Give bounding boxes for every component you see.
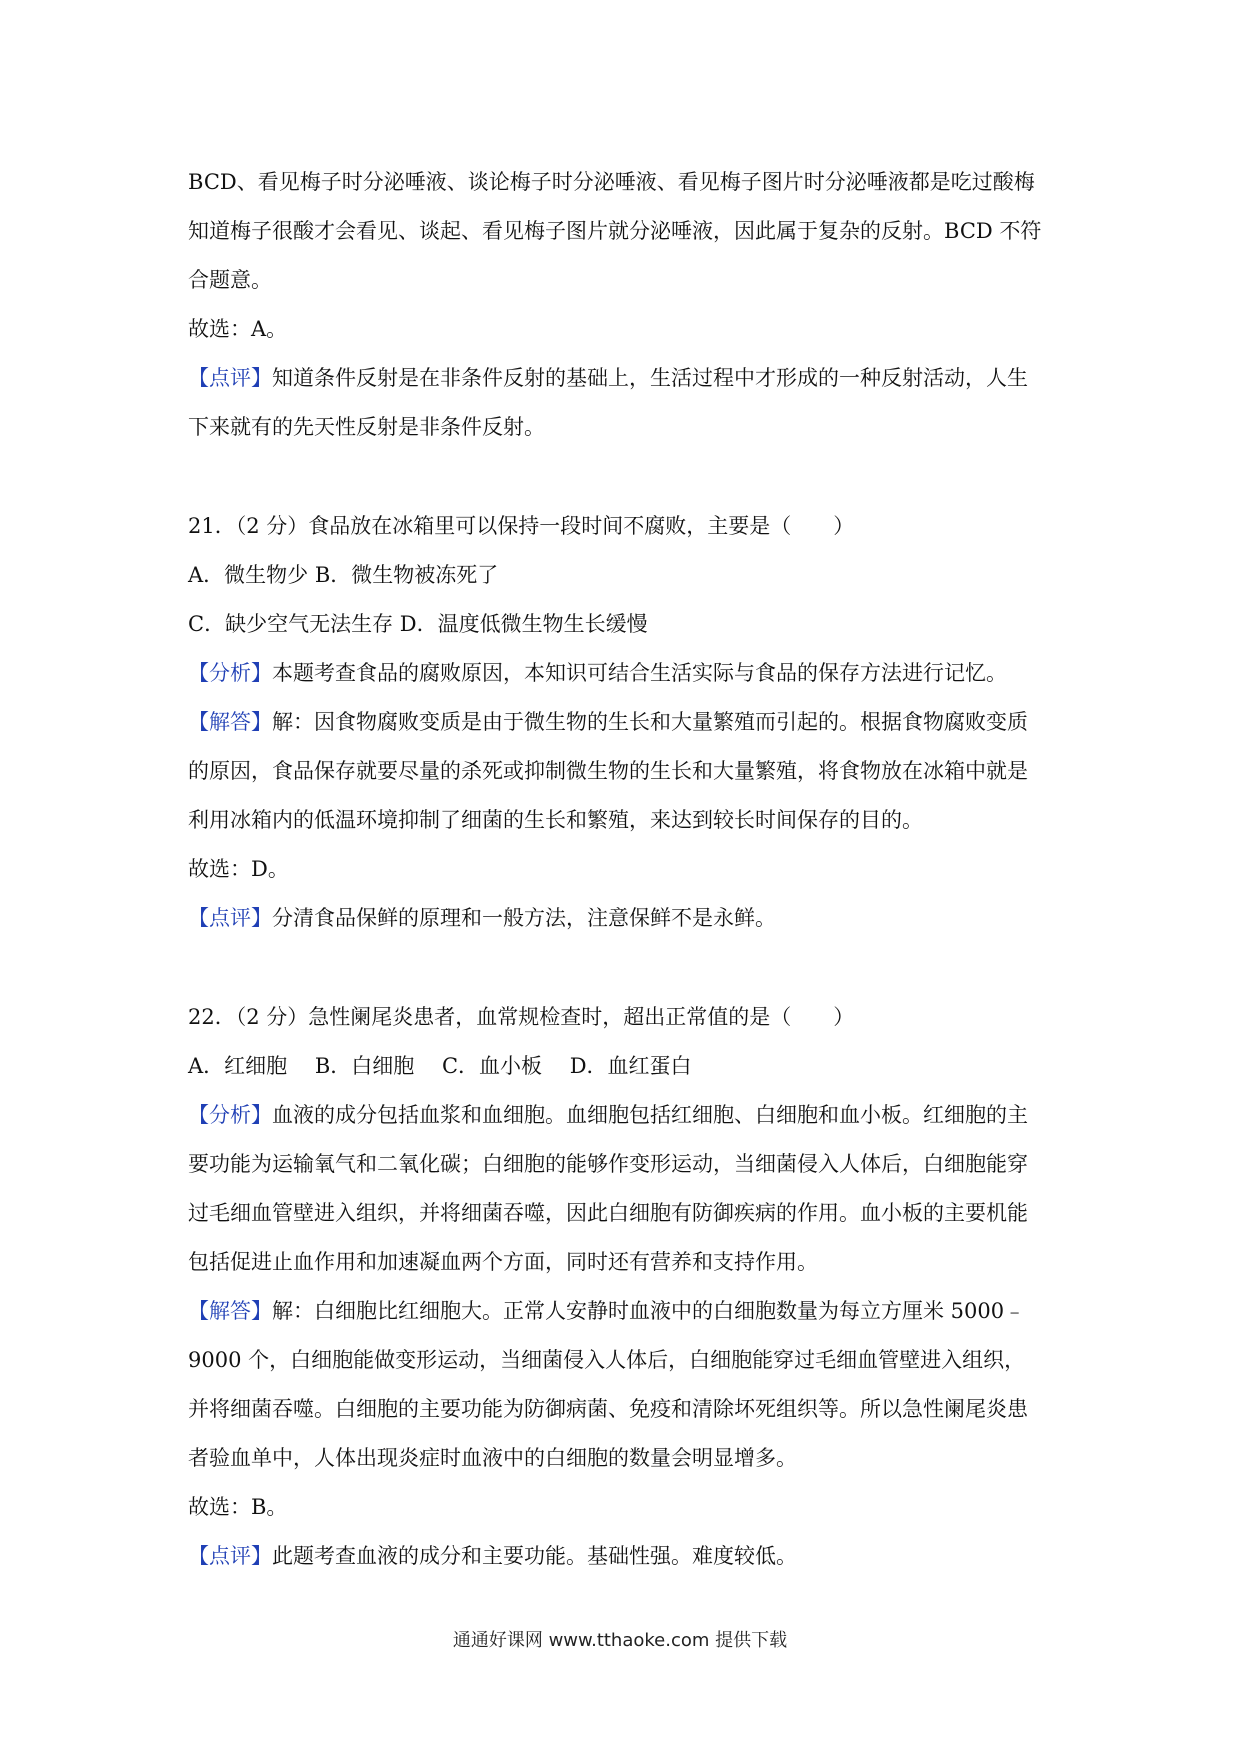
comment-tag: 【点评】	[188, 1544, 272, 1568]
page-footer: 通通好课网 www.tthaoke.com 提供下载	[452, 1630, 788, 1651]
comment-tag: 【点评】	[188, 366, 272, 390]
question-options-22: A．红细胞 B．白细胞 C．血小板 D．血红蛋白	[188, 1054, 692, 1078]
analysis-tag: 【分析】	[188, 1103, 272, 1127]
question-options-21: C．缺少空气无法生存 D．温度低微生物生长缓慢	[188, 612, 648, 636]
question-stem-21: 21．（2 分）食品放在冰箱里可以保持一段时间不腐败，主要是（ ）	[188, 514, 855, 538]
answer-choice: 故选：B。	[188, 1495, 288, 1519]
analysis-line: BCD、看见梅子时分泌唾液、谈论梅子时分泌唾液、看见梅子图片时分泌唾液都是吃过酸梅	[188, 170, 1035, 194]
answer-line: 并将细菌吞噬。白细胞的主要功能为防御病菌、免疫和清除坏死组织等。所以急性阑尾炎患	[188, 1397, 1028, 1421]
comment-text: 知道条件反射是在非条件反射的基础上，生活过程中才形成的一种反射活动，人生	[272, 366, 1028, 390]
comment-line: 下来就有的先天性反射是非条件反射。	[188, 415, 545, 439]
analysis-line: 包括促进止血作用和加速凝血两个方面，同时还有营养和支持作用。	[188, 1250, 818, 1274]
answer-line	[188, 1287, 1058, 1336]
answer-line: 利用冰箱内的低温环境抑制了细菌的生长和繁殖，来达到较长时间保存的目的。	[188, 808, 923, 832]
answer-tag: 【解答】	[188, 710, 272, 734]
page-content	[188, 158, 1058, 1581]
comment-text: 此题考查血液的成分和主要功能。基础性强。难度较低。	[272, 1544, 797, 1568]
answer-choice: 故选：D。	[188, 857, 289, 881]
answer-line: 9000 个，白细胞能做变形运动，当细菌侵入人体后，白细胞能穿过毛细血管壁进入组织，	[188, 1348, 1026, 1372]
answer-line: 的原因，食品保存就要尽量的杀死或抑制微生物的生长和大量繁殖，将食物放在冰箱中就是	[188, 759, 1028, 783]
analysis-line	[188, 1091, 1058, 1140]
section-gap	[188, 452, 1058, 502]
comment-line	[188, 354, 1058, 403]
answer-line	[188, 698, 1058, 747]
analysis-line: 要功能为运输氧气和二氧化碳；白细胞的能够作变形运动，当细菌侵入人体后，白细胞能穿	[188, 1152, 1028, 1176]
analysis-line: 过毛细血管壁进入组织，并将细菌吞噬，因此白细胞有防御疾病的作用。血小板的主要机能	[188, 1201, 1028, 1225]
answer-line: 者验血单中，人体出现炎症时血液中的白细胞的数量会明显增多。	[188, 1446, 797, 1470]
analysis-line: 合题意。	[188, 268, 272, 292]
comment-tag: 【点评】	[188, 906, 272, 930]
question-stem-22: 22．（2 分）急性阑尾炎患者，血常规检查时，超出正常值的是（ ）	[188, 1005, 855, 1029]
analysis-text: 血液的成分包括血浆和血细胞。血细胞包括红细胞、白细胞和血小板。红细胞的主	[272, 1103, 1028, 1127]
section-gap	[188, 943, 1058, 993]
analysis-tag: 【分析】	[188, 661, 272, 685]
answer-choice: 故选：A。	[188, 317, 288, 341]
comment-text: 分清食品保鲜的原理和一般方法，注意保鲜不是永鲜。	[272, 906, 776, 930]
comment-line	[188, 894, 1058, 943]
question-options-21: A．微生物少 B．微生物被冻死了	[188, 563, 499, 587]
comment-line	[188, 1532, 1058, 1581]
answer-text: 解：因食物腐败变质是由于微生物的生长和大量繁殖而引起的。根据食物腐败变质	[272, 710, 1028, 734]
analysis-line	[188, 649, 1058, 698]
answer-tag: 【解答】	[188, 1299, 272, 1323]
answer-text: 解：白细胞比红细胞大。正常人安静时血液中的白细胞数量为每立方厘米 5000﹣	[272, 1299, 1026, 1323]
analysis-text: 本题考查食品的腐败原因，本知识可结合生活实际与食品的保存方法进行记忆。	[272, 661, 1007, 685]
analysis-line: 知道梅子很酸才会看见、谈起、看见梅子图片就分泌唾液，因此属于复杂的反射。BCD 不符	[188, 219, 1042, 243]
